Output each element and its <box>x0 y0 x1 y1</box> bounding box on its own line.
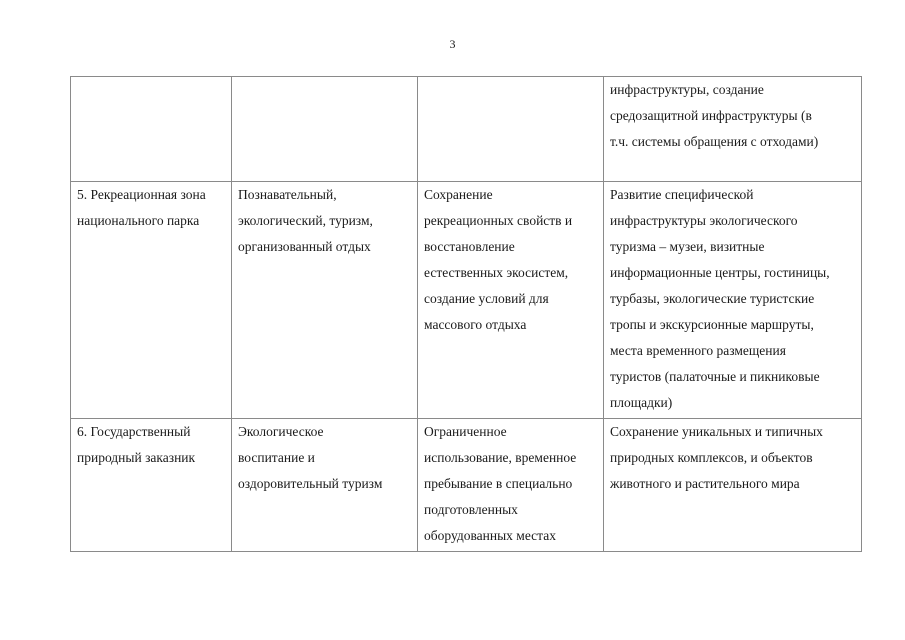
zone-name-cell <box>71 182 232 419</box>
table-cell <box>604 77 862 182</box>
table-row <box>71 182 862 419</box>
zoning-table <box>70 76 862 552</box>
zone-name-cell <box>71 419 232 552</box>
cell-text: Познавательный, экологический, туризм, организованный отдых <box>238 187 373 254</box>
table-cell <box>604 182 862 419</box>
table-cell <box>604 419 862 552</box>
cell-text: 6. Государственный природный заказник <box>77 424 196 465</box>
table-row <box>71 77 862 182</box>
cell-text: Ограниченное использование, временное пребывание в специально подготовленных оборудованных местах <box>424 424 577 543</box>
table-row <box>71 419 862 552</box>
table-cell <box>232 182 418 419</box>
page-number: 3 <box>449 37 456 51</box>
cell-text: Сохранение уникальных и типичных природных комплексов, и объектов животного и растительного мира <box>610 424 823 491</box>
table-cell <box>232 419 418 552</box>
cell-text: инфраструктуры, создание средозащитной инфраструктуры (в т.ч. системы обращения с отходами) <box>610 82 819 149</box>
table-cell <box>71 77 232 182</box>
cell-text: Развитие специфической инфраструктуры экологического туризма – музеи, визитные информационные центры, гостиницы, турбазы, экологические туристские тропы и экскурсионные маршруты, места временного размещения туристов (палаточные и пикниковые площадки) <box>610 187 830 410</box>
table-cell <box>232 77 418 182</box>
cell-text: Экологическое воспитание и оздоровительный туризм <box>238 424 383 491</box>
table-cell <box>418 182 604 419</box>
cell-text: Сохранение рекреационных свойств и восстановление естественных экосистем, создание условий для массового отдыха <box>424 187 573 332</box>
table-cell <box>418 77 604 182</box>
cell-text: 5. Рекреационная зона национального парка <box>77 187 206 228</box>
table-cell <box>418 419 604 552</box>
